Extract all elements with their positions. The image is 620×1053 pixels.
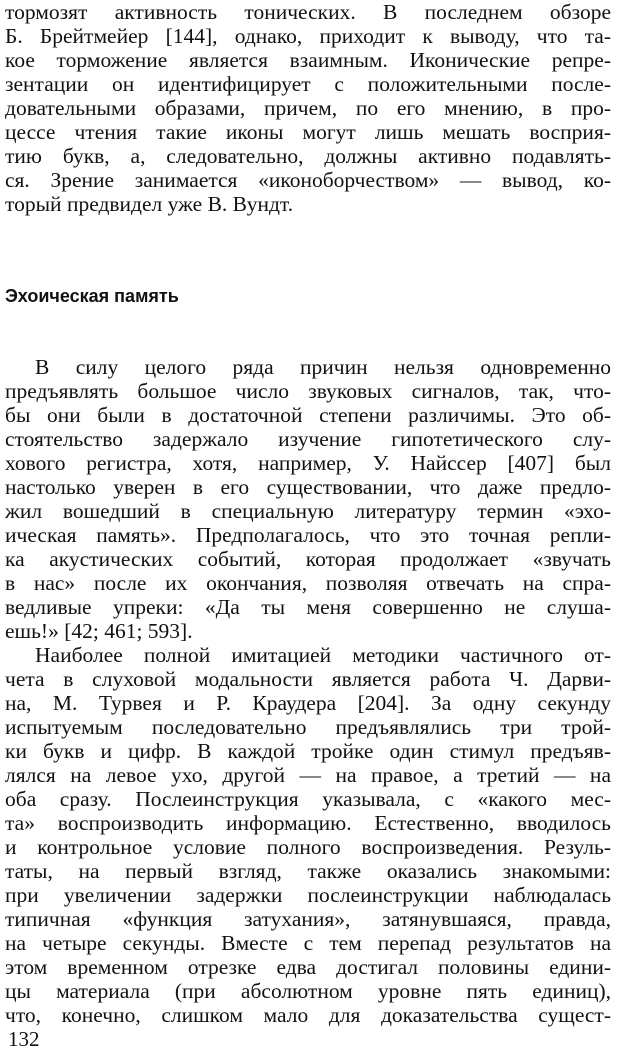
text-line: при увеличении задержки послеинструкции наблюдалась — [5, 883, 611, 907]
text-line: кое торможение является взаимным. Иконические репре- — [5, 48, 611, 72]
text-line: настолько уверен в его существовании, что даже предло- — [5, 475, 611, 499]
text-line: ическая память». Предполагалось, что это точная репли- — [5, 523, 611, 547]
text-line: жил вошедший в специальную литературу термин «эхо- — [5, 499, 611, 523]
text-line: довательными образами, причем, по его мнению, в про- — [5, 96, 611, 120]
section-heading: Эхоическая память — [5, 286, 179, 306]
text-line: ешь!» [42; 461; 593]. — [5, 619, 193, 643]
text-line: зентации он идентифицирует с положительными после- — [5, 72, 611, 96]
text-line: ки букв и цифр. В каждой тройке один стимул предъяв- — [5, 739, 611, 763]
text-line: ся. Зрение занимается «иконоборчеством» — вывод, ко- — [5, 168, 611, 192]
text-line: тию букв, а, следовательно, должны активно подавлять- — [5, 144, 611, 168]
text-line: В силу целого ряда причин нельзя одновременно — [35, 355, 611, 379]
page-number: 132 — [8, 1027, 40, 1051]
text-line: Наиболее полной имитацией методики частичного от- — [35, 643, 611, 667]
text-line: испытуемым последовательно предъявлялись три трой- — [5, 715, 611, 739]
text-line: лялся на левое ухо, другой — на правое, а третий — на — [5, 763, 611, 787]
text-line: цессе чтения такие иконы могут лишь мешать восприя- — [5, 120, 611, 144]
text-line: Б. Брейтмейер [144], однако, приходит к выводу, что та- — [5, 24, 611, 48]
text-line: ка акустических событий, которая продолжает «звучать — [5, 547, 611, 571]
text-line: оба сразу. Послеинструкция указывала, с «какого мес- — [5, 787, 611, 811]
text-line: хового регистра, хотя, например, У. Найссер [407] был — [5, 451, 611, 475]
text-line: на четыре секунды. Вместе с тем перепад результатов на — [5, 931, 611, 955]
text-line: и контрольное условие полного воспроизведения. Резуль- — [5, 835, 611, 859]
text-line: стоятельство задержало изучение гипотетического слу- — [5, 427, 611, 451]
text-line: на, М. Турвея и Р. Краудера [204]. За одну секунду — [5, 691, 611, 715]
text-line: бы они были в достаточной степени различимы. Это об- — [5, 403, 611, 427]
text-line: этом временном отрезке едва достигал половины едини- — [5, 955, 611, 979]
text-line: торый предвидел уже В. Вундт. — [5, 192, 294, 216]
text-line: что, конечно, слишком мало для доказательства сущест- — [5, 1003, 611, 1027]
text-line: цы материала (при абсолютном уровне пять единиц), — [5, 979, 611, 1003]
text-line: тормозят активность тонических. В последнем обзоре — [5, 0, 611, 24]
text-line: та» воспроизводить информацию. Естественно, вводилось — [5, 811, 611, 835]
text-line: предъявлять большое число звуковых сигналов, так, что- — [5, 379, 611, 403]
text-line: типичная «функция затухания», затянувшаяся, правда, — [5, 907, 611, 931]
text-line: в нас» после их окончания, позволяя отвечать на спра- — [5, 571, 611, 595]
text-line: таты, на первый взгляд, также оказались знакомыми: — [5, 859, 611, 883]
text-line: чета в слуховой модальности является работа Ч. Дарви- — [5, 667, 611, 691]
text-line: ведливые упреки: «Да ты меня совершенно не слуша- — [5, 595, 611, 619]
